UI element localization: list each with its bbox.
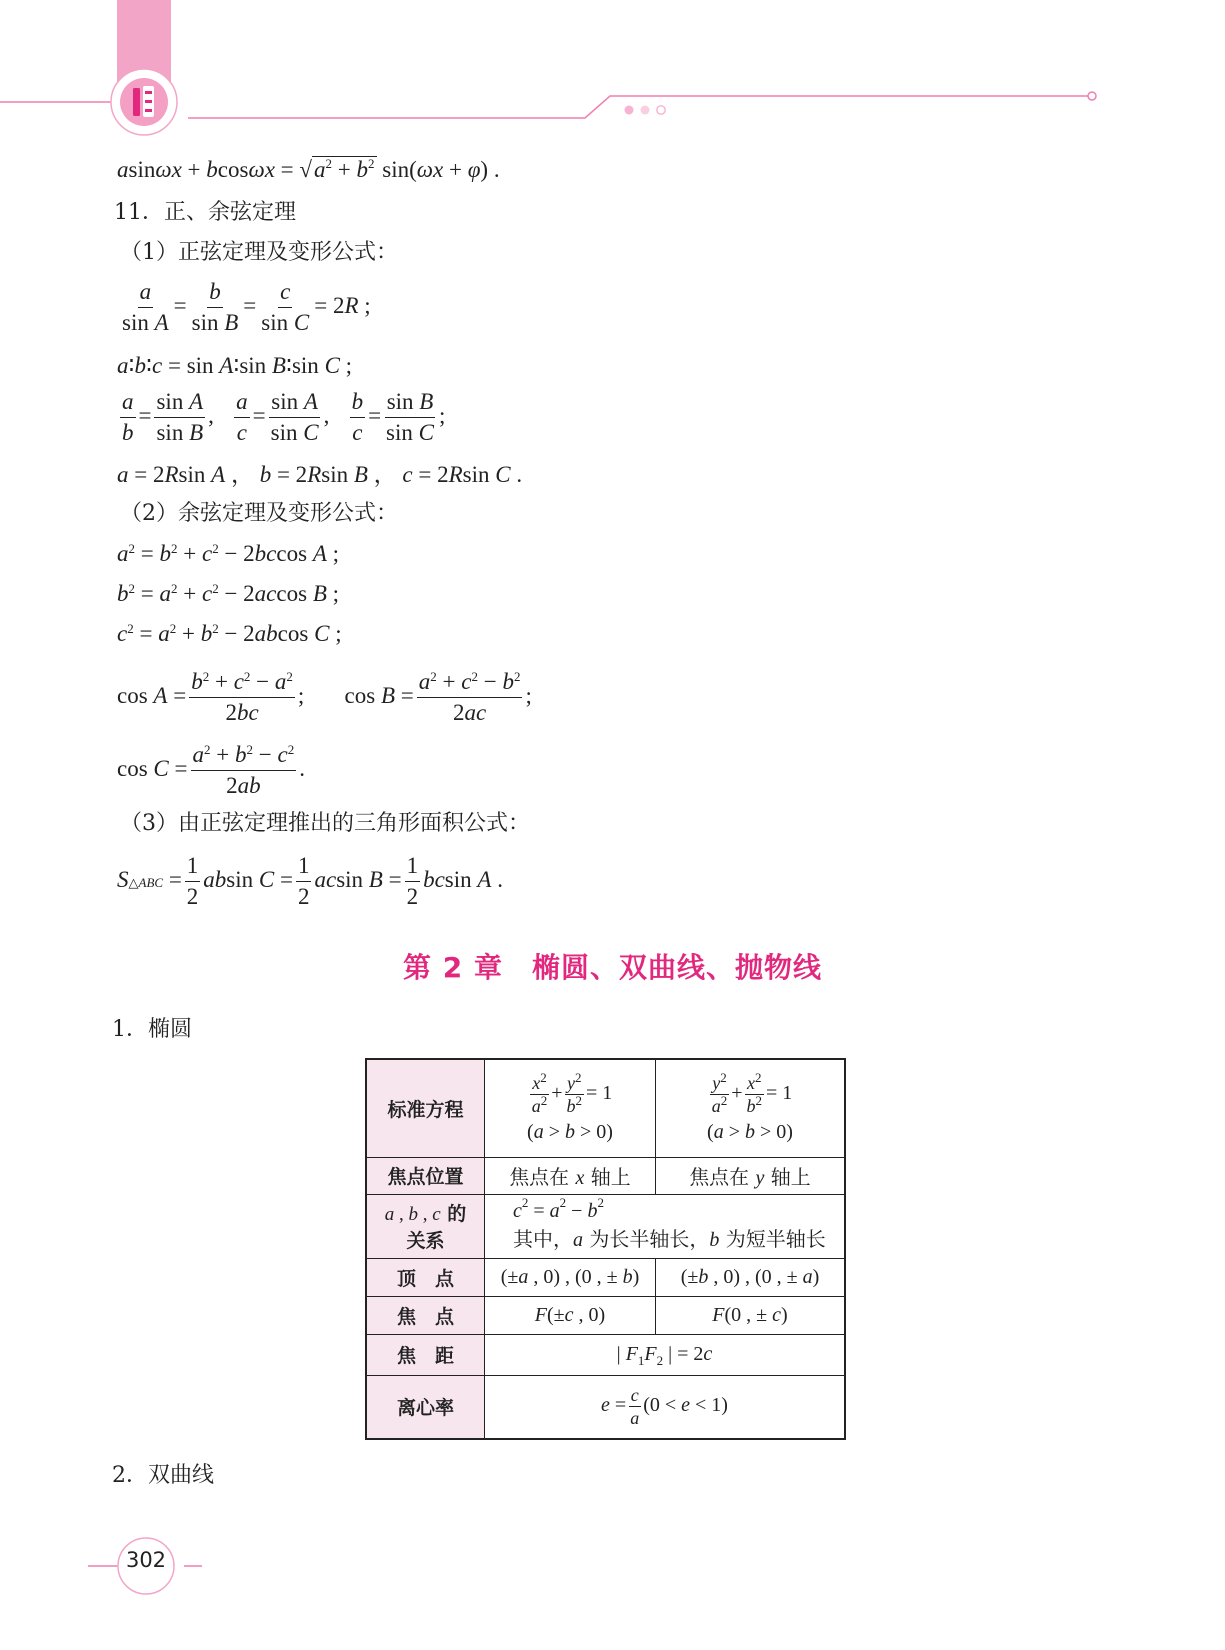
dot-1: [625, 106, 634, 115]
sine-law-heading: （1）正弦定理及变形公式：: [120, 240, 398, 265]
section-11-title: 11．正、余弦定理: [114, 200, 296, 225]
book-spine-icon: [133, 86, 154, 117]
cos-a-b-formulas: cos A = $\frac{b^2 + c^2 - a^2}{2bc}$ ; cos B = $\frac{a^2 + c^2 - b^2}{2ac}$ ;: [117, 669, 532, 726]
dot-3: [657, 106, 665, 114]
cosine-law-b: $b^2 = a^2 + c^2 - 2accos$ B ;: [117, 581, 340, 606]
table-row: [366, 1334, 845, 1375]
side-forms: a = 2Rsin A ， b = 2Rsin B ， c = 2Rsin C .: [117, 462, 523, 487]
cosine-law-a: $a^2 = b^2 + c^2 - 2bccos$ A ;: [117, 541, 340, 566]
foci-y: F(0 , ± c): [656, 1296, 846, 1334]
ellipse-properties-table: [365, 1058, 846, 1440]
foci-x: F(±c , 0): [485, 1296, 656, 1334]
header-decoration: [0, 0, 1225, 150]
focal-distance: | $F_1F_2$ | = 2c: [485, 1334, 846, 1375]
vertices-y: (±b , 0) , (0 , ± a): [656, 1258, 846, 1296]
row-header: a , b , c 的 关系: [366, 1194, 485, 1258]
page-number: 302: [125, 1548, 167, 1572]
sine-law-formula: $\frac{a}{\text{sin A}}$ = $\frac{b}{\text{sin B}}$ = $\frac{c}{\text{sin C}}$ = 2R ;: [122, 279, 371, 336]
dot-2: [641, 106, 650, 115]
focus-position-y: 焦点在 y 轴上: [656, 1157, 846, 1194]
row-header: 离心率: [366, 1375, 485, 1439]
aux-angle-formula: $asin\omega x + bcos\omega x = √a^2 + b^2$ sin(ωx + φ) .: [117, 156, 500, 182]
cosine-law-heading: （2）余弦定理及变形公式：: [120, 501, 398, 526]
table-row: [366, 1296, 845, 1334]
focus-position-x: 焦点在 x 轴上: [485, 1157, 656, 1194]
area-formula: $S_{\triangle ABC}$ = $\frac{1}{2}$ absin C = $\frac{1}{2}$ acsin B = $\frac{1}{2}$ bcsin A .: [117, 853, 503, 910]
abc-relation: $c^2 = a^2 - b^2$ 其中，a 为长半轴长，b 为短半轴长: [485, 1194, 846, 1258]
cos-c-formula: cos C = $\frac{a^2 + b^2 - c^2}{2ab}$ .: [117, 742, 305, 799]
table-row: [366, 1059, 845, 1157]
table-row: [366, 1194, 845, 1258]
header-rule-end: [1088, 92, 1096, 100]
area-heading: （3）由正弦定理推出的三角形面积公式：: [120, 811, 530, 836]
table-row: [366, 1375, 845, 1439]
sine-ratio-forms: $\frac{a}{b}$ = $\frac{\text{sin A}}{\text{sin B}}$ , $\frac{a}{c}$ = $\frac{\text{sin A}}{\text{sin C}}$ , $\frac{b}{c}$ = $\frac{\text{sin B}}{\text{sin C}}$ ;: [122, 389, 446, 446]
item-hyperbola: 2．双曲线: [112, 1463, 214, 1488]
vertices-x: (±a , 0) , (0 , ± b): [485, 1258, 656, 1296]
row-header: 焦 点: [366, 1296, 485, 1334]
sine-ratio-formula: a∶b∶c = sin A∶sin B∶sin C ;: [117, 353, 353, 378]
item-ellipse: 1．椭圆: [112, 1017, 192, 1042]
row-header: 焦 距: [366, 1334, 485, 1375]
standard-eq-x: $\frac{x^2}{a^2}$ + $\frac{y^2}{b^2}$ = 1 (a > b > 0): [485, 1059, 656, 1157]
table-row: [366, 1258, 845, 1296]
row-header: 标准方程: [366, 1059, 485, 1157]
row-header: 顶 点: [366, 1258, 485, 1296]
cosine-law-c: $c^2 = a^2 + b^2 - 2abcos$ C ;: [117, 621, 342, 646]
table-row: [366, 1157, 845, 1194]
eccentricity: e = $\frac{c}{a}$ (0 < e < 1): [485, 1375, 846, 1439]
chapter-title: 第 2 章 椭圆、双曲线、抛物线: [403, 951, 822, 984]
row-header: 焦点位置: [366, 1157, 485, 1194]
standard-eq-y: $\frac{y^2}{a^2}$ + $\frac{x^2}{b^2}$ = 1 (a > b > 0): [656, 1059, 846, 1157]
